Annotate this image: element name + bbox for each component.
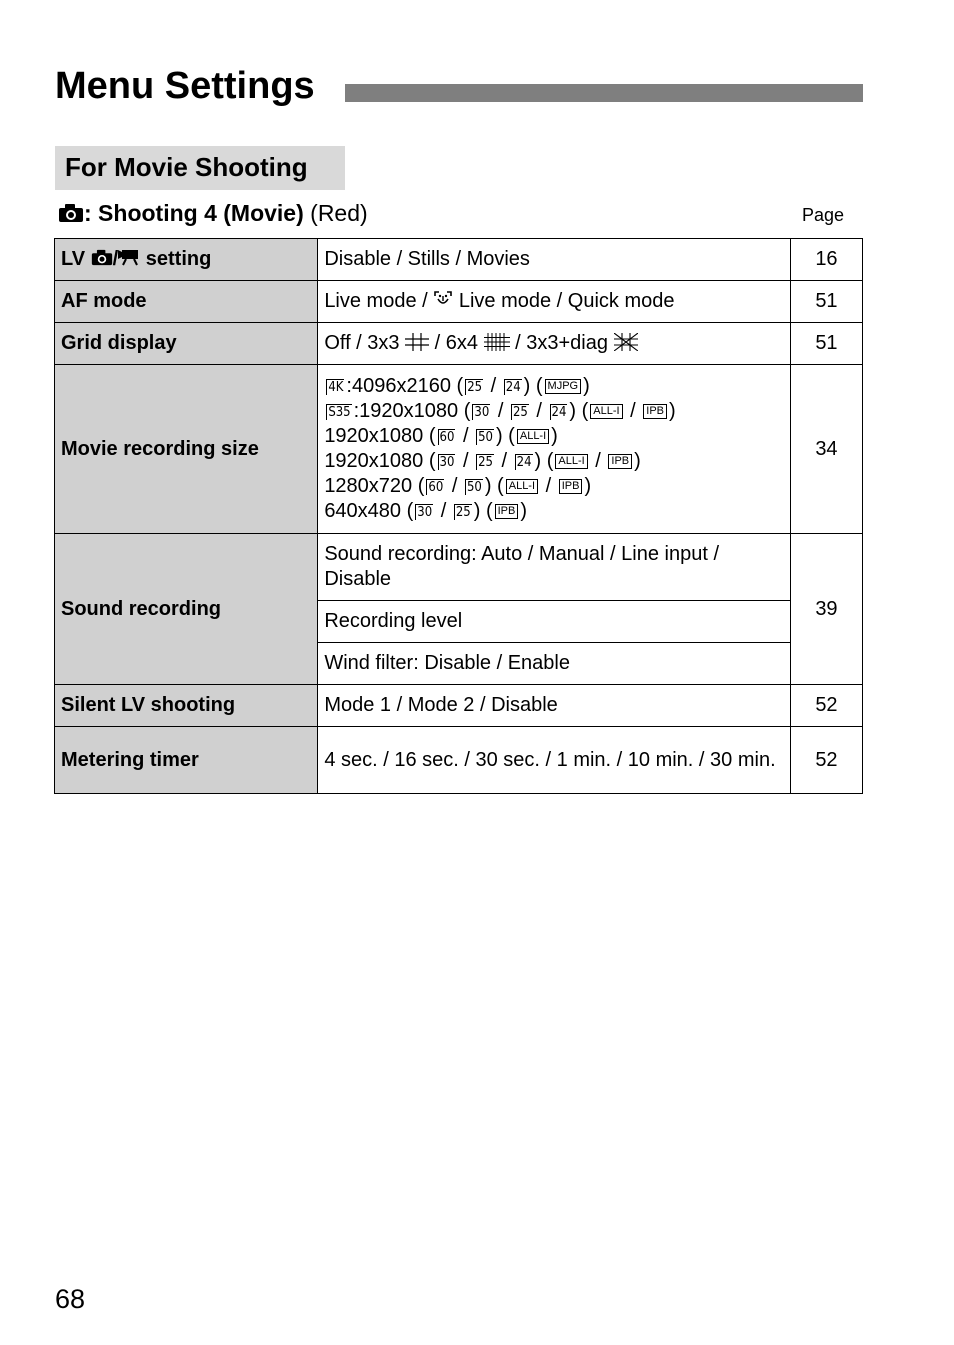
row-label-silent-lv: Silent LV shooting xyxy=(55,685,318,727)
frame-rate-50-icon: 50 xyxy=(478,430,493,445)
row-value-wind-filter: Wind filter: Disable / Enable xyxy=(318,643,791,685)
grid-6x4-icon xyxy=(484,333,510,351)
table-row xyxy=(55,727,863,794)
size-line-1080-std: 1920x1080 ( 30 / 25 / 24 ) ( ALL-I / IPB ) xyxy=(324,450,641,472)
all-i-icon: ALL-I xyxy=(590,404,622,419)
frame-rate-60-icon: 60 xyxy=(439,430,455,445)
page-title: Menu Settings xyxy=(55,65,315,107)
row-value-sound-recording-mode: Sound recording: Auto / Manual / Line input / Disable xyxy=(318,534,791,601)
frame-rate-30-icon: 30 xyxy=(439,455,455,470)
menu-tab-heading xyxy=(58,198,368,228)
frame-rate-30-icon: 30 xyxy=(417,505,433,520)
row-value-grid-display: Off / 3x3 / 6x4 / 3x3+diag xyxy=(318,323,791,365)
camera-icon xyxy=(58,203,84,223)
row-page-silent-lv: 52 xyxy=(790,685,862,727)
row-value-recording-level: Recording level xyxy=(318,601,791,643)
page-column-label: Page xyxy=(802,205,845,225)
row-value-af-mode: Live mode / Live mode / Quick mode xyxy=(318,281,791,323)
row-page-sound-recording: 39 xyxy=(790,534,862,685)
all-i-icon: ALL-I xyxy=(555,454,587,469)
size-line-4k: 4K :4096x2160 ( 25 / 24 ) ( MJPG ) xyxy=(328,375,590,397)
grid-diagonal-icon xyxy=(614,333,638,351)
frame-rate-25-icon: 25 xyxy=(478,455,493,470)
row-label-grid-display: Grid display xyxy=(55,323,318,365)
frame-rate-50-icon: 50 xyxy=(466,480,482,495)
row-page-grid-display: 51 xyxy=(790,323,862,365)
title-rule-bar xyxy=(345,84,863,102)
frame-rate-30-icon: 30 xyxy=(474,405,490,420)
frame-rate-60-icon: 60 xyxy=(428,480,444,495)
page-number: 68 xyxy=(55,1284,86,1314)
menu-tab-name: : Shooting 4 (Movie) xyxy=(84,200,304,226)
menu-settings-table xyxy=(54,238,863,794)
row-value-lv-setting: Disable / Stills / Movies xyxy=(318,239,791,281)
size-line-480: 640x480 ( 30 / 25 ) ( IPB ) xyxy=(324,500,528,522)
row-page-lv-setting: 16 xyxy=(790,239,862,281)
menu-tab-color: (Red) xyxy=(303,200,368,226)
row-value-metering-timer: 4 sec. / 16 sec. / 30 sec. / 1 min. / 10 min. / 30 min. xyxy=(318,727,791,794)
size-line-720: 1280x720 ( 60 / 50 ) ( ALL-I / IPB ) xyxy=(324,475,592,497)
frame-rate-25-icon: 25 xyxy=(512,405,528,420)
row-label-lv-setting: LV / setting xyxy=(55,239,318,281)
section-title: For Movie Shooting xyxy=(65,152,308,182)
table-row xyxy=(55,323,863,365)
camera-icon xyxy=(91,249,113,266)
table-row xyxy=(55,365,863,534)
table-row xyxy=(55,281,863,323)
grid-3x3-icon xyxy=(405,333,429,351)
ipb-icon: IPB xyxy=(608,454,632,469)
frame-rate-25-icon: 25 xyxy=(467,380,483,395)
row-page-metering-timer: 52 xyxy=(790,727,862,794)
frame-rate-25-icon: 25 xyxy=(455,505,471,520)
movie-camera-icon xyxy=(118,248,140,266)
all-i-icon: ALL-I xyxy=(506,479,538,494)
row-page-movie-recording-size: 34 xyxy=(790,365,862,534)
face-detection-icon xyxy=(433,290,453,310)
size-line-1080-high: 1920x1080 ( 60 / 50 ) ( ALL-I ) xyxy=(324,425,558,447)
ipb-icon: IPB xyxy=(495,504,519,519)
4k-size-icon: 4K xyxy=(328,380,344,395)
table-row xyxy=(55,534,863,601)
row-label-af-mode: AF mode xyxy=(55,281,318,323)
table-row xyxy=(55,239,863,281)
row-label-metering-timer: Metering timer xyxy=(55,727,318,794)
size-line-s35: S35 :1920x1080 ( 30 / 25 / 24 ) ( ALL-I / IPB ) xyxy=(328,400,676,422)
frame-rate-24-icon: 24 xyxy=(505,380,521,395)
all-i-icon: ALL-I xyxy=(517,429,549,444)
frame-rate-24-icon: 24 xyxy=(551,405,567,420)
ipb-icon: IPB xyxy=(643,404,667,419)
row-page-af-mode: 51 xyxy=(790,281,862,323)
mjpg-icon: MJPG xyxy=(545,379,582,394)
row-label-sound-recording: Sound recording xyxy=(55,534,318,685)
table-row xyxy=(55,685,863,727)
ipb-icon: IPB xyxy=(559,479,583,494)
frame-rate-24-icon: 24 xyxy=(516,455,532,470)
row-value-movie-recording-size xyxy=(318,365,791,534)
row-value-silent-lv: Mode 1 / Mode 2 / Disable xyxy=(318,685,791,727)
s35-size-icon: S35 xyxy=(328,405,351,420)
section-heading-box xyxy=(55,146,345,190)
row-label-movie-recording-size: Movie recording size xyxy=(55,365,318,534)
